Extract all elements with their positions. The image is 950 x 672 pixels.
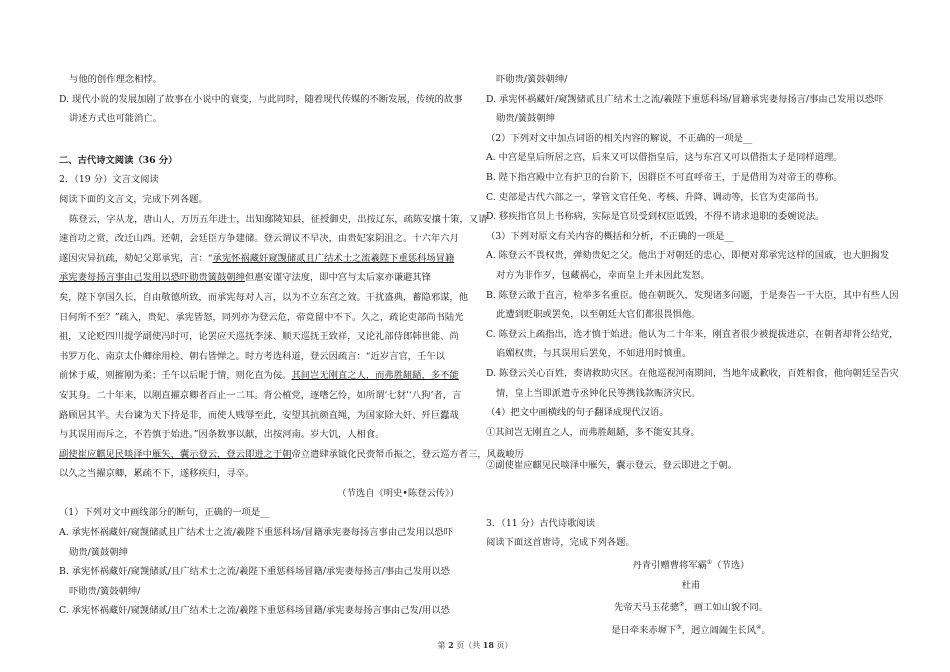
question-2-instruction: 阅读下面的文言文，完成下列各题。 — [59, 193, 208, 205]
passage-line: 路顾居其半。夫台谏为天下持是非，而使人贱辱至此，安望其抗颜直绳，为国家除大奸、歼巨蠹哉 — [59, 409, 459, 421]
passage-line: 安其身。二十年来，以刚直擢京卿者百止一二耳。背公植党，逐嗜乞怜，如所谓‘七豺’‘八狗’者，言 — [59, 389, 462, 401]
page-footer: 第 2 页（共 18 页） — [437, 640, 513, 650]
poem-author: 杜甫 — [681, 579, 701, 591]
passage-line: 祖，又论贬四川提学副使冯时可，论罢应天巡抚李涞、顺天巡抚王致祥，又论礼部侍郎韩世能、尚 — [59, 331, 459, 343]
option-b: B. 陈登云敢于直言，检举多名重臣。他在朝既久，发现诸多问题，于是奏告一干大臣，其中有些人因 — [486, 289, 899, 301]
option-d: D. 移疾指官员上书称病，实际是官员受到权臣诋毁，不得不请求退职的委婉说法。 — [486, 211, 825, 223]
poem-note: （节选） — [712, 560, 750, 572]
page-number: 2 — [448, 640, 454, 650]
underlined-sentence-3: 副使崔应麒见民啖泽中雁矢，囊示登云，登云即进之于朝 — [59, 448, 292, 460]
translation-item-1: ①其间岂无刚直之人，而弗胜龃龉，多不能安其身。 — [486, 426, 700, 438]
passage-line: 矣，陛下享国久长，自由敬德所致，而承宪每对人言，以为不立东宫之效。干扰盛典，蓄隐邪谋，他 — [59, 291, 469, 303]
passage-line: 日何所不至？”疏入，贵妃、承宪皆怒，同列亦为登云危，帝竟留中不下。久之，疏论吏部尚书陆光 — [59, 311, 464, 323]
option-a: A. 中宫是皇后所居之宫，后来又可以借指皇后，这与东宫又可以借指太子是同样道理。 — [486, 152, 843, 164]
footnote-mark: ① — [706, 559, 713, 567]
question-2-title: 2．（19 分）文言文阅读 — [59, 174, 159, 186]
answer-blank: __ — [724, 230, 734, 242]
option-d-cont: 勋贵/簧鼓朝绅 — [496, 113, 555, 125]
underlined-sentence-2: 其间岂无刚直之人，而弗胜龃龉，多不能 — [291, 370, 459, 382]
passage-line: 陈登云，字从龙，唐山人，万历五年进士，出知鄢陵知县，征授御史，出按辽东，疏陈安攘十策，又请 — [69, 213, 488, 225]
footnote-mark: ④ — [756, 624, 762, 632]
passage-text: 遂因灾异抗疏，劾妃父郑承宪，言： — [59, 252, 208, 264]
option-c: C. 承宪怀祸藏奸/窥觊储贰/且广结术士之流/羲陛下重惩科场冒籍/承宪妻每扬言事由己发/用以恐 — [59, 605, 450, 617]
option-b: B. 承宪怀祸藏奸/窥觊储贰/且广结术士之流/羲陛下重惩科场冒籍/承宪妻每扬言/事由己发用以恐 — [59, 566, 450, 578]
section-title: 二、古代诗文阅读（36 分） — [59, 154, 178, 166]
right-column — [486, 70, 899, 641]
option-d: D. 承宪怀祸藏奸/窥觊储贰且广结术士之流/羲陛下重惩科场/冒籍承宪妻每扬言/事由己发用以恐吓 — [486, 93, 884, 105]
option-d-line: D. 现代小说的发展加剧了故事在小说中的衰变，与此同时，随着现代传媒的不断发展，传统的故事 — [59, 93, 463, 105]
passage-text: 但惠安谨守法度，即中宫与太后家亦谦避其锋 — [244, 272, 431, 284]
sub-question-3-stem: （3）下列对原文有关内容的概括和分析，不正确的一项是__ — [486, 230, 734, 242]
passage-line: 与其误用而斥之，不若慎于始进。”因条数事以献，出按河南。岁大饥，人相食。 — [59, 429, 385, 441]
option-b-cont: 此遭到贬职或罢免，以至朝廷大官们都很畏惧他。 — [496, 309, 701, 321]
option-b: B. 陛下指宫殿中立有护卫的台阶下，因群臣不可直呼帝王，于是借用为对帝王的尊称。 — [486, 171, 843, 183]
option-c-cont: 谄媚权贵，与其误用后罢免，不如进用时慎重。 — [496, 348, 692, 360]
sub-question-4-stem: （4）把文中画横线的句子翻译成现代汉语。 — [486, 407, 669, 419]
option-b-cont: 吓勋贵/簧鼓朝绅/ — [69, 585, 141, 597]
option-d-cont: 情，皇上当即派遣寺丞钟化民等携钱款赈济灾民。 — [496, 387, 701, 399]
underlined-sentence-1-cont: 承宪妻每扬言事由己发用以恐吓勋贵簧鼓朝绅 — [59, 272, 245, 284]
option-c-cont: 吓勋贵/簧鼓朝绅/ — [496, 74, 568, 85]
translation-item-2: ②副使崔应麒见民啖泽中雁矢，囊示登云，登云即进之于朝。 — [486, 460, 738, 472]
passage-text: 帝立遣肆承钺化民赍帑币振之，登云巡方者三，风裁峻厉 — [291, 448, 524, 460]
underlined-sentence-1: 承宪怀祸藏奸窥觊储贰且广结术士之流羲陛下重惩科场冒籍 — [212, 252, 455, 264]
poem-title: 丹青引赠曹将军霸①（节选） — [632, 559, 750, 572]
answer-blank: __ — [260, 507, 270, 519]
passage-line — [59, 249, 469, 269]
answer-blank: __ — [742, 132, 753, 144]
passage-quote: “ — [207, 252, 213, 264]
passage-text: 前怵于威，则摧刚为柔；壬午以后昵于情，则化直为佞。 — [59, 370, 292, 382]
question-3-instruction: 阅读下面这首唐诗，完成下列各题。 — [486, 537, 635, 549]
poem-line: 是日牵来赤墀下③，迥立阊阖生长风④。 — [611, 624, 771, 637]
passage-line — [59, 445, 524, 465]
passage-line: 书罗万化、南京太仆卿徐用检、朝右皆惮之。时方考选科道，登云因疏言：“近岁言官，壬午以 — [59, 350, 445, 362]
sub-question-1-stem: （1）下列对文中画线部分的断句，正确的一项是__ — [59, 507, 270, 519]
option-a: A. 承宪怀祸藏奸/窥觊储贰且广结术士之流/羲陛下重惩科场/冒籍承宪妻每扬言事由己发用以恐吓 — [59, 527, 453, 539]
option-a-cont: 对方为非作歹，包藏祸心，幸而皇上并未因此发怒。 — [496, 269, 710, 281]
passage-source: （节选自《明史•陈登云传》） — [337, 487, 459, 499]
sub-question-2-stem: （2）下列对文中加点词语的相关内容的解说，不正确的一项是__ — [486, 132, 753, 144]
option-c: C. 吏部是古代六部之一，掌管文官任免、考核、升降、调动等，长官为吏部尚书。 — [486, 191, 825, 203]
passage-line: 速首功之赏，改迁山西。还朝，会廷臣方争建储。登云谓议不早决，由贵妃家阴沮之。十六年六月 — [59, 233, 459, 245]
footnote-mark: ③ — [676, 624, 682, 632]
passage-line: 以久之当擢京卿，累疏不下，遂移疾归，寻卒。 — [59, 468, 255, 480]
text-line: 与他的创作理念相悖。 — [69, 74, 162, 85]
poem-line: 先帝天马玉花骢②，画工如山貌不同。 — [613, 601, 769, 614]
option-a-cont: 勋贵/簧鼓朝绅 — [69, 546, 128, 558]
option-d: D. 陈登云关心百姓，奏请救助灾区。在他巡视河南期间，当地年成歉收，百姓相食，他向朝廷呈告灾 — [486, 367, 899, 379]
page-total: 18 — [482, 640, 494, 650]
footnote-mark: ② — [679, 601, 685, 609]
passage-line — [59, 366, 469, 386]
question-3-title: 3．（11 分）古代诗歌阅读 — [486, 517, 596, 529]
option-a: A. 陈登云不畏权贵，弹劾贵妃之父。他出于对朝廷的忠心，即便对郑承宪这样的国戚，也大胆揭发 — [486, 250, 890, 262]
passage-line — [59, 268, 469, 288]
left-column — [59, 70, 524, 621]
text-line: 讲述方式也可能消亡。 — [69, 113, 162, 125]
option-c: C. 陈登云上疏指出，选才慎于始进。他认为二十年来，刚直者很少被提拔进京，在朝者却背公结党， — [486, 328, 899, 340]
